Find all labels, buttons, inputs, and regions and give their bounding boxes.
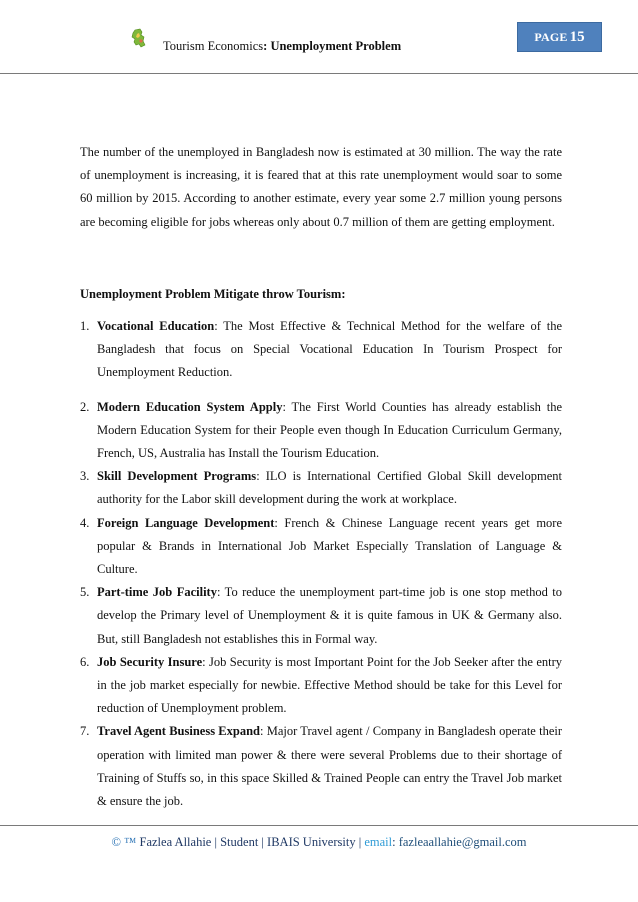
list-item-number: 5. — [80, 585, 90, 600]
copyright-trademark-symbols: © ™ — [111, 835, 137, 849]
page-label: PAGE — [534, 29, 568, 44]
email-address[interactable]: fazleaallahie@gmail.com — [398, 835, 527, 849]
list-item-title: Job Security Insure — [97, 654, 203, 669]
list-item-number: 6. — [80, 654, 90, 669]
list-item-text: : French & Chinese Language recent years get more popular & Brands in International Job Market Especially Translation of Language & Culture. — [97, 515, 562, 577]
page-footer — [0, 835, 638, 850]
list-item-text: : Major Travel agent / Company in Bangladesh operate their operation with limited man power & there were several Problems due to their shortage of Training of Stuffs so, in this space Skilled & Trained People can entry the Travel Job market & ensure the job. — [97, 724, 562, 809]
mitigation-list — [80, 315, 562, 813]
page-number-badge — [517, 22, 602, 52]
list-item-text: : The First World Counties has already establish the Modern Education System for their People even though In Education Curriculum Germany, French, US, Australia has Install the Tourism Education. — [97, 399, 562, 461]
running-title-bold: Unemployment Problem — [270, 39, 402, 53]
header-divider — [0, 73, 638, 74]
list-item-title: Modern Education System Apply — [97, 399, 283, 414]
list-item-title: Skill Development Programs — [97, 469, 257, 484]
list-item — [80, 315, 562, 385]
list-item-number: 2. — [80, 399, 90, 414]
list-item-number: 7. — [80, 724, 90, 739]
section-heading: Unemployment Problem Mitigate throw Tourism: — [80, 286, 346, 301]
list-item-title: Travel Agent Business Expand — [97, 724, 260, 739]
list-item — [80, 581, 562, 651]
running-title-separator: : — [263, 39, 268, 53]
list-item-text: : The Most Effective & Technical Method for the welfare of the Bangladesh that focus on Special Vocational Education In Tourism Prospect for Unemployment Reduction. — [97, 319, 562, 380]
list-item — [80, 396, 562, 466]
list-item-number: 1. — [80, 319, 90, 334]
list-item-text: : Job Security is most Important Point for the Job Seeker after the entry in the job market especially for newbie. Effective Method should be take for this Level for reduction of Unemployment problem. — [97, 654, 562, 716]
page-header — [0, 0, 638, 74]
list-item — [80, 720, 562, 813]
list-item-text: : To reduce the unemployment part-time job is one stop method to develop the Primary level of Unemployment & it is quite famous in UK & Germany also. But, still Bangladesh not establishes this in Formal way. — [97, 585, 562, 646]
email-label: email — [364, 835, 393, 849]
author-line: Fazlea Allahie | Student | IBAIS University | — [139, 835, 362, 849]
list-item-number: 3. — [80, 469, 90, 484]
running-title-plain: Tourism Economics — [163, 39, 264, 53]
list-item — [80, 512, 562, 582]
page-number: 15 — [569, 28, 585, 45]
list-item-title: Part-time Job Facility — [97, 585, 217, 600]
footer-divider — [0, 825, 638, 826]
email-separator: : — [392, 835, 396, 849]
list-item — [80, 465, 562, 511]
running-title — [163, 39, 401, 54]
list-item-number: 4. — [80, 515, 90, 530]
list-item-title: Foreign Language Development — [97, 515, 275, 530]
list-item-text: : ILO is International Certified Global Skill development authority for the Labor skill development during the work at workplace. — [97, 469, 562, 507]
list-item-title: Vocational Education — [97, 319, 215, 334]
bangladesh-map-icon — [128, 28, 148, 48]
intro-paragraph: The number of the unemployed in Bangladesh now is estimated at 30 million. The way the rate of unemployment is increasing, it is feared that at this rate unemployment would soar to some 60 million by 2015. According to another estimate, every year some 2.7 million young persons are becoming eligible for jobs whereas only about 0.7 million of them are getting employment. — [80, 145, 562, 229]
list-item — [80, 651, 562, 721]
document-body — [80, 141, 562, 813]
